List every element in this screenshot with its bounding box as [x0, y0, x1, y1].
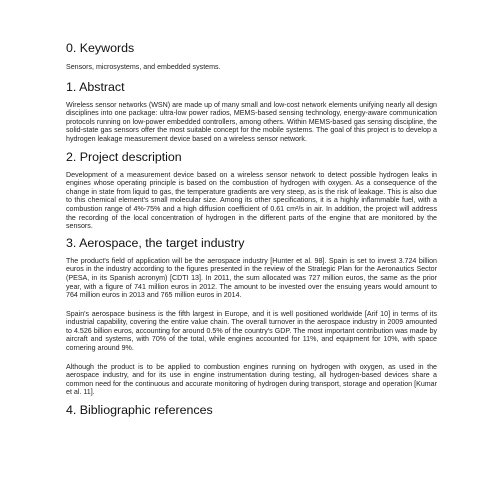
aerospace-paragraph-1: The product's field of application will be the aerospace industry [Hunter et al. 98]. Spain is set to invest 3.724 billion euros in the industry according to the figures presented in the review of the Strategic Plan for the Aeronautics Sector (PESA, in its Spanish acronym) [CDTI 13]. In 2011, the sum allocated was 727 million euros, the same as the prior year, with a figure of 741 million euros in 2012. The amount to be invested over the ensuing years would amount to 764 million euros in 2013 and 765 million euros in 2014. [66, 256, 437, 300]
bibliography-heading: 4. Bibliographic references [66, 403, 213, 418]
keywords-text: Sensors, microsystems, and embedded systems. [66, 63, 221, 71]
project-description-text: Development of a measurement device based on a wireless sensor network to detect possible hydrogen leaks in engines whose operating principle is based on the combustion of hydrogen with oxygen. As a consequence of the change in state from liquid to gas, the temperature gradients are very steep, as is the risk of leakage. This is also due to this chemical element's small molecular size. Among its other specifications, it is a highly inflammable fuel, with a combustion range of 4%-75% and a high diffusion coefficient of 0.61 cm²/s in air. In addition, the project will address the recording of the local concentration of hydrogen in the different parts of the engine that are monitored by the sensors. [66, 170, 437, 231]
aerospace-paragraph-3: Although the product is to be applied to combustion engines running on hydrogen with oxygen, as used in the aerospace industry, and for its use in engine instrumentation during testing, all hydrogen-based devices share a common need for the continuous and accurate monitoring of hydrogen during transport, storage and operation [Kumar et al. 11]. [66, 362, 437, 397]
aerospace-paragraph-2: Spain's aerospace business is the fifth largest in Europe, and it is well positioned worldwide [Arif 10] in terms of its industrial capability, covering the entire value chain. The overall turnover in the aerospace industry in 2009 amounted to 4.526 billion euros, accounting for around 0.5% of the country's GDP. The most important contribution was made by aircraft and systems, with 70% of the total, while engines accounted for 11%, and equipment for 10%, with space cornering around 9%. [66, 309, 437, 353]
abstract-text: Wireless sensor networks (WSN) are made up of many small and low-cost network elements unifying nearly all design disciplines into one package: ultra-low power radios, MEMS-based sensing technology, energy-aware communication protocols running on low-power embedded controllers, among others. Within MEMS-based gas sensing discipline, the solid-state gas sensors offer the most suitable concept for the mobile systems. The goal of this project is to develop a hydrogen leakage measurement device based on a wireless sensor network. [66, 100, 437, 143]
abstract-section [66, 80, 437, 144]
bibliography-section [66, 403, 437, 417]
document-page [66, 36, 437, 417]
keywords-heading: 0. Keywords [66, 41, 135, 55]
abstract-heading: 1. Abstract [66, 79, 125, 94]
aerospace-section [66, 236, 437, 397]
project-description-section [66, 150, 437, 231]
project-description-heading: 2. Project description [66, 149, 182, 164]
keywords-section [66, 41, 437, 72]
aerospace-heading: 3. Aerospace, the target industry [66, 235, 245, 250]
